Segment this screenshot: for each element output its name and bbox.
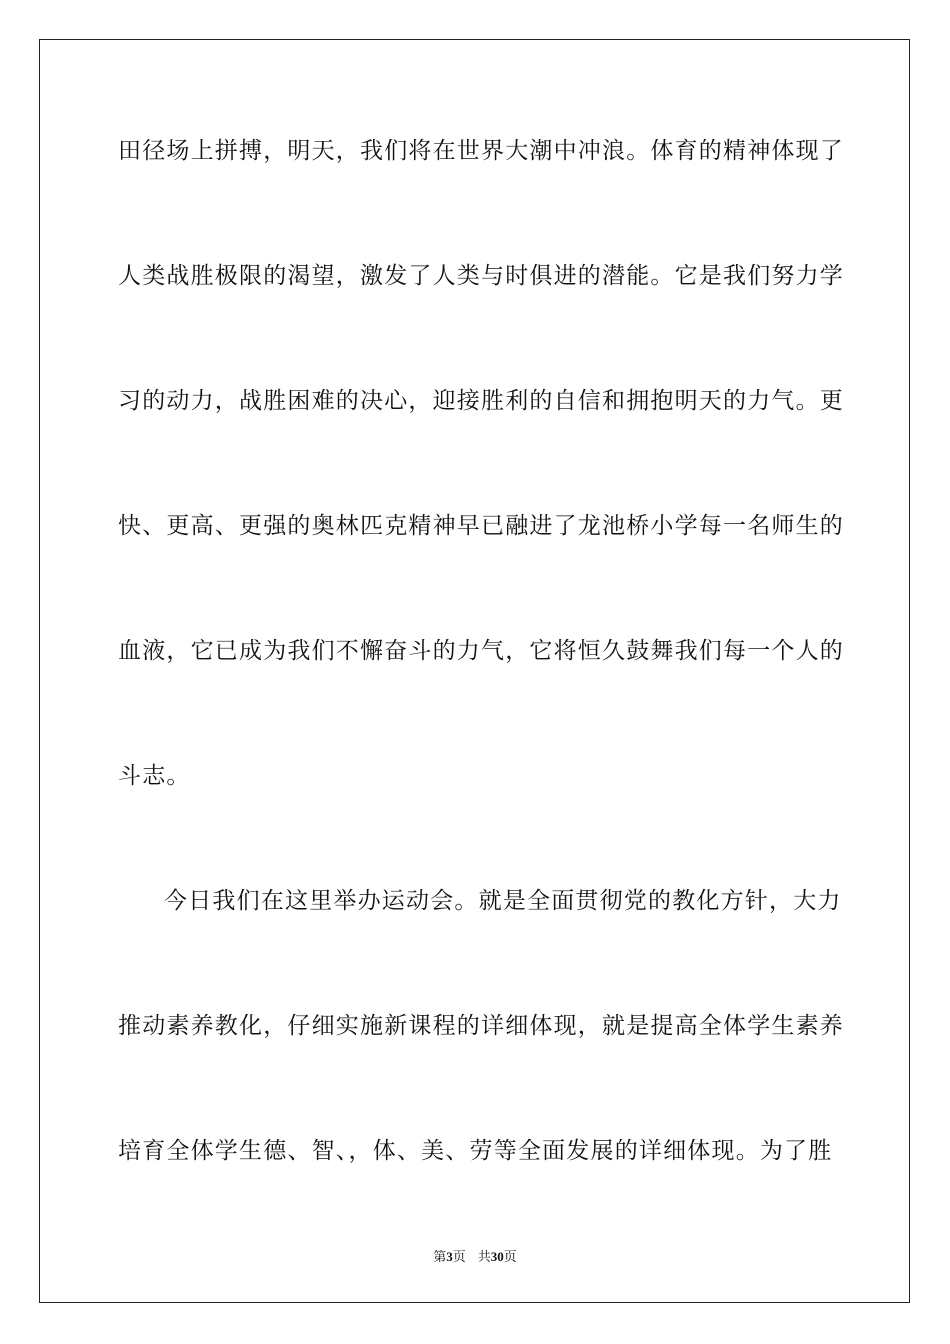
body-line-2: 人类战胜极限的渴望，激发了人类与时俱进的潜能。它是我们努力学 <box>118 263 844 289</box>
page-footer <box>0 1248 950 1266</box>
page-current-number: 3 <box>446 1249 453 1264</box>
body-line-6: 斗志。 <box>118 763 191 789</box>
paragraph-2-line-3: 培育全体学生德、智、，体、美、劳等全面发展的详细体现。为了胜 <box>118 1138 833 1164</box>
body-line-4: 快、更高、更强的奥林匹克精神早已融进了龙池桥小学每一名师生的 <box>118 513 844 539</box>
total-prefix: 共 <box>477 1249 491 1264</box>
body-line-5: 血液，它已成为我们不懈奋斗的力气，它将恒久鼓舞我们每一个人的 <box>118 638 844 664</box>
total-suffix: 页 <box>503 1249 517 1264</box>
body-line-3: 习的动力，战胜困难的决心，迎接胜利的自信和拥抱明天的力气。更 <box>118 388 844 414</box>
page-prefix: 第 <box>433 1249 447 1264</box>
paragraph-2-line-2: 推动素养教化，仔细实施新课程的详细体现，就是提高全体学生素养 <box>118 1013 844 1039</box>
page-total-number: 30 <box>490 1249 504 1264</box>
page-suffix: 页 <box>452 1249 466 1264</box>
body-line-1: 田径场上拼搏，明天，我们将在世界大潮中冲浪。体育的精神体现了 <box>118 138 844 164</box>
paragraph-2-line-1: 今日我们在这里举办运动会。就是全面贯彻党的教化方针，大力 <box>164 888 842 914</box>
page-border <box>39 39 910 1303</box>
